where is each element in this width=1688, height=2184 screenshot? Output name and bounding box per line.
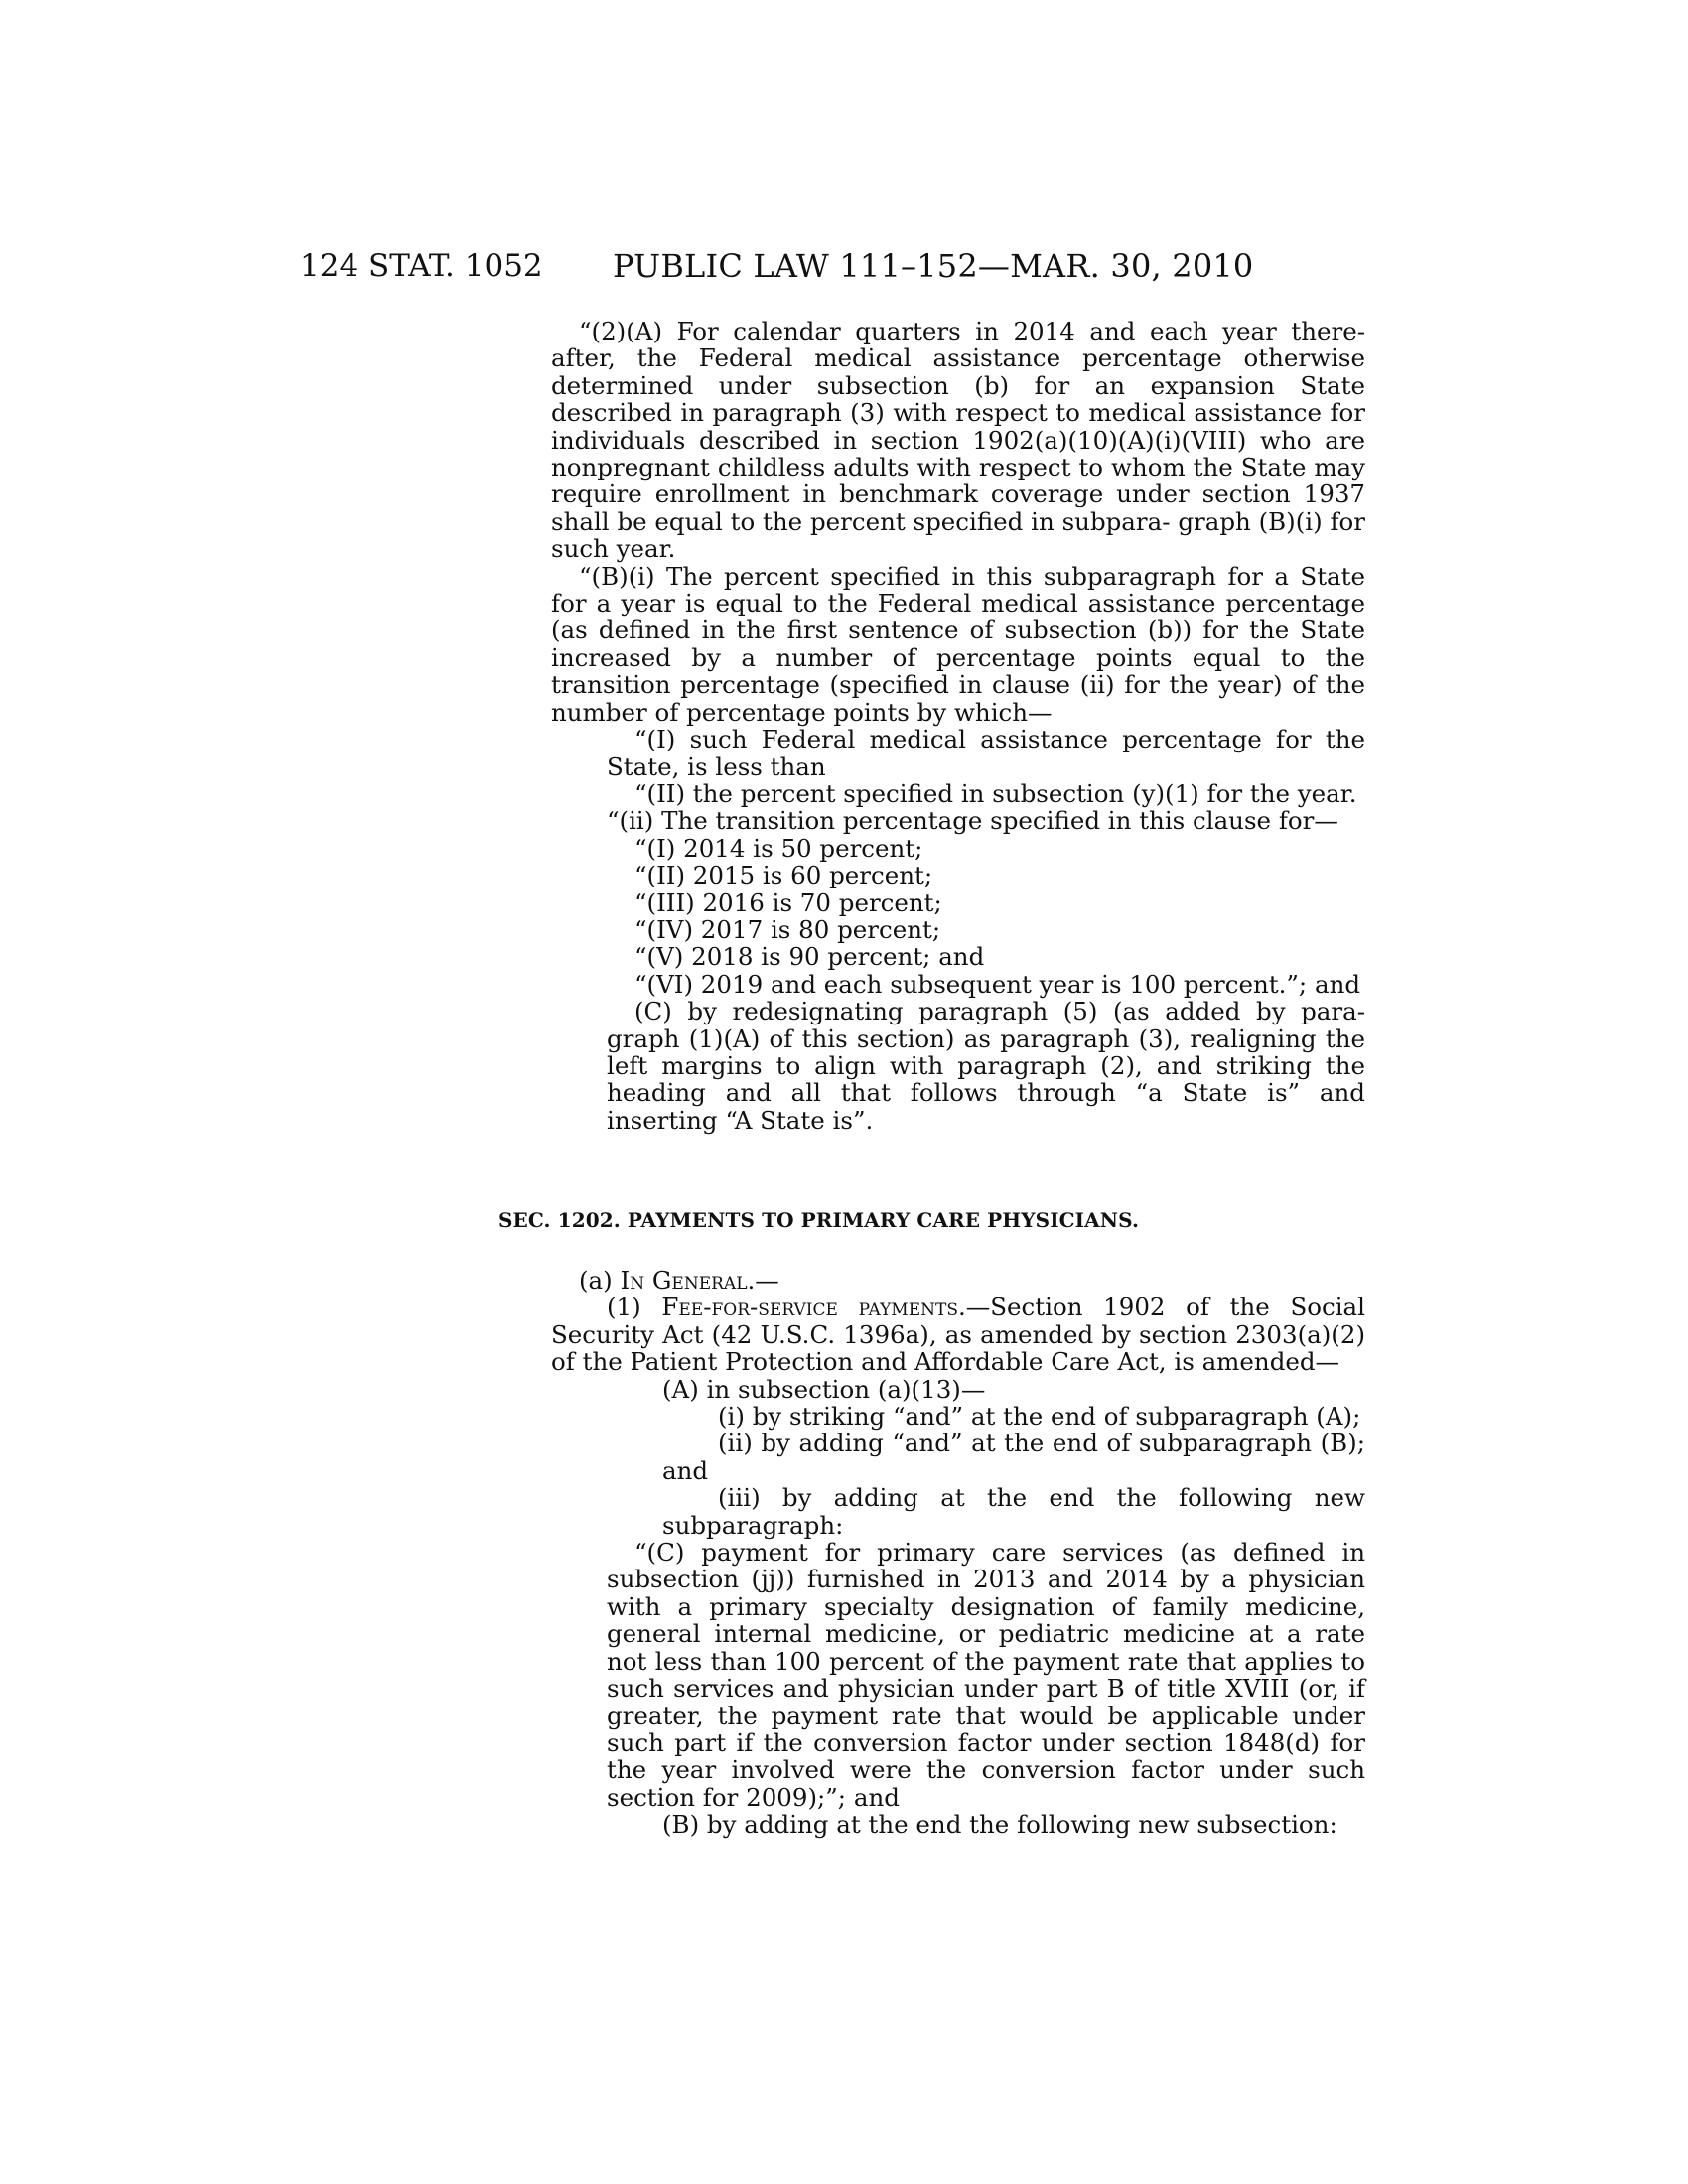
list-item: “(VI) 2019 and each subsequent year is 100 percent.”; and — [634, 969, 1361, 999]
subsection-a-title: In General — [620, 1266, 748, 1295]
stat-reference: 124 STAT. 1052 — [300, 248, 543, 284]
subsection-a-heading — [551, 1267, 1365, 1294]
paragraph-C: (C) by redesignating paragraph (5) (as added by para- graph (1)(A) of this section) as paragraph (3), realigning the left margins to align with paragraph (2), and striking the heading and all that follows through “a State is” and inserting “A State is”. — [607, 997, 1365, 1135]
list-item: “(I) 2014 is 50 percent; — [634, 833, 923, 863]
paragraph-1-text: .—Section 1902 of the Social Security Act (42 U.S.C. 1396a), as amended by section 2303(a)(2) of the Patient Protection and Affordable Care Act, is amended— — [551, 1293, 1365, 1377]
law-title: PUBLIC LAW 111–152—MAR. 30, 2010 — [613, 247, 1254, 285]
paragraph-1 — [551, 1294, 1365, 1375]
list-item: “(III) 2016 is 70 percent; — [634, 887, 942, 917]
clause-ii-add: (ii) by adding “and” at the end of subparagraph (B); and — [662, 1429, 1365, 1485]
subparagraph-C-insert: “(C) payment for primary care services (as defined in subsection (jj)) furnished in 2013 and 2014 by a physician with a primary specialty designation of family medicine, general internal medicine, or pediatric medicine at a rate not less than 100 percent of the payment rate that applies to such services and physician under part B of title XVIII (or, if greater, the payment rate that would be applicable under such part if the conversion factor under section 1848(d) for the year involved were the conversion factor under such section for 2009);”; and — [607, 1538, 1365, 1812]
clause-I-text: “(I) such Federal medical assistance percentage for the State, is less than — [607, 725, 1365, 781]
list-item: “(V) 2018 is 90 percent; and — [634, 942, 985, 972]
subparagraph-A: (A) in subsection (a)(13)— — [662, 1374, 986, 1404]
paragraph-1-label: (1) — [607, 1293, 662, 1322]
clause-I — [551, 726, 1365, 780]
section-1202-text-block — [551, 1267, 1365, 1839]
clause-ii: “(ii) The transition percentage specified in this clause for— — [607, 806, 1338, 836]
subparagraph-B: (B) by adding at the end the following new subsection: — [662, 1810, 1337, 1840]
list-item: “(II) 2015 is 60 percent; — [634, 861, 933, 890]
subsection-a-label: (a) — [579, 1266, 621, 1295]
list-item: “(IV) 2017 is 80 percent; — [634, 914, 941, 944]
paragraph-2b: “(B)(i) The percent specified in this subparagraph for a State for a year is equal to the Federal medical assistance percentage (as defined in the first sentence of subsection (b)) for the State increased by a number of percentage points equal to the transition percentage (specified in clause (ii) for the year) of the number of percentage points by which— — [551, 561, 1365, 727]
amendment-text-block — [551, 318, 1365, 1134]
section-heading: SEC. 1202. PAYMENTS TO PRIMARY CARE PHYSICIANS. — [498, 1208, 1140, 1232]
paragraph-2a: “(2)(A) For calendar quarters in 2014 and each year there- after, the Federal medical assistance percentage otherwise determined under subsection (b) for an expansion State described in paragraph (3) with respect to medical assistance for individuals described in section 1902(a)(10)(A)(i)(VIII) who are nonpregnant childless adults with respect to whom the State may require enrollment in benchmark coverage under section 1937 shall be equal to the percent specified in subpara- graph (B)(i) for such year. — [551, 317, 1365, 564]
clause-II: “(II) the percent specified in subsection (y)(1) for the year. — [634, 778, 1357, 808]
clause-i: (i) by striking “and” at the end of subparagraph (A); — [718, 1402, 1361, 1432]
clause-iii: (iii) by adding at the end the following new subparagraph: — [662, 1483, 1365, 1540]
subsection-a-dash: .— — [747, 1266, 779, 1295]
paragraph-1-title: Fee-for-service payments — [661, 1293, 958, 1322]
